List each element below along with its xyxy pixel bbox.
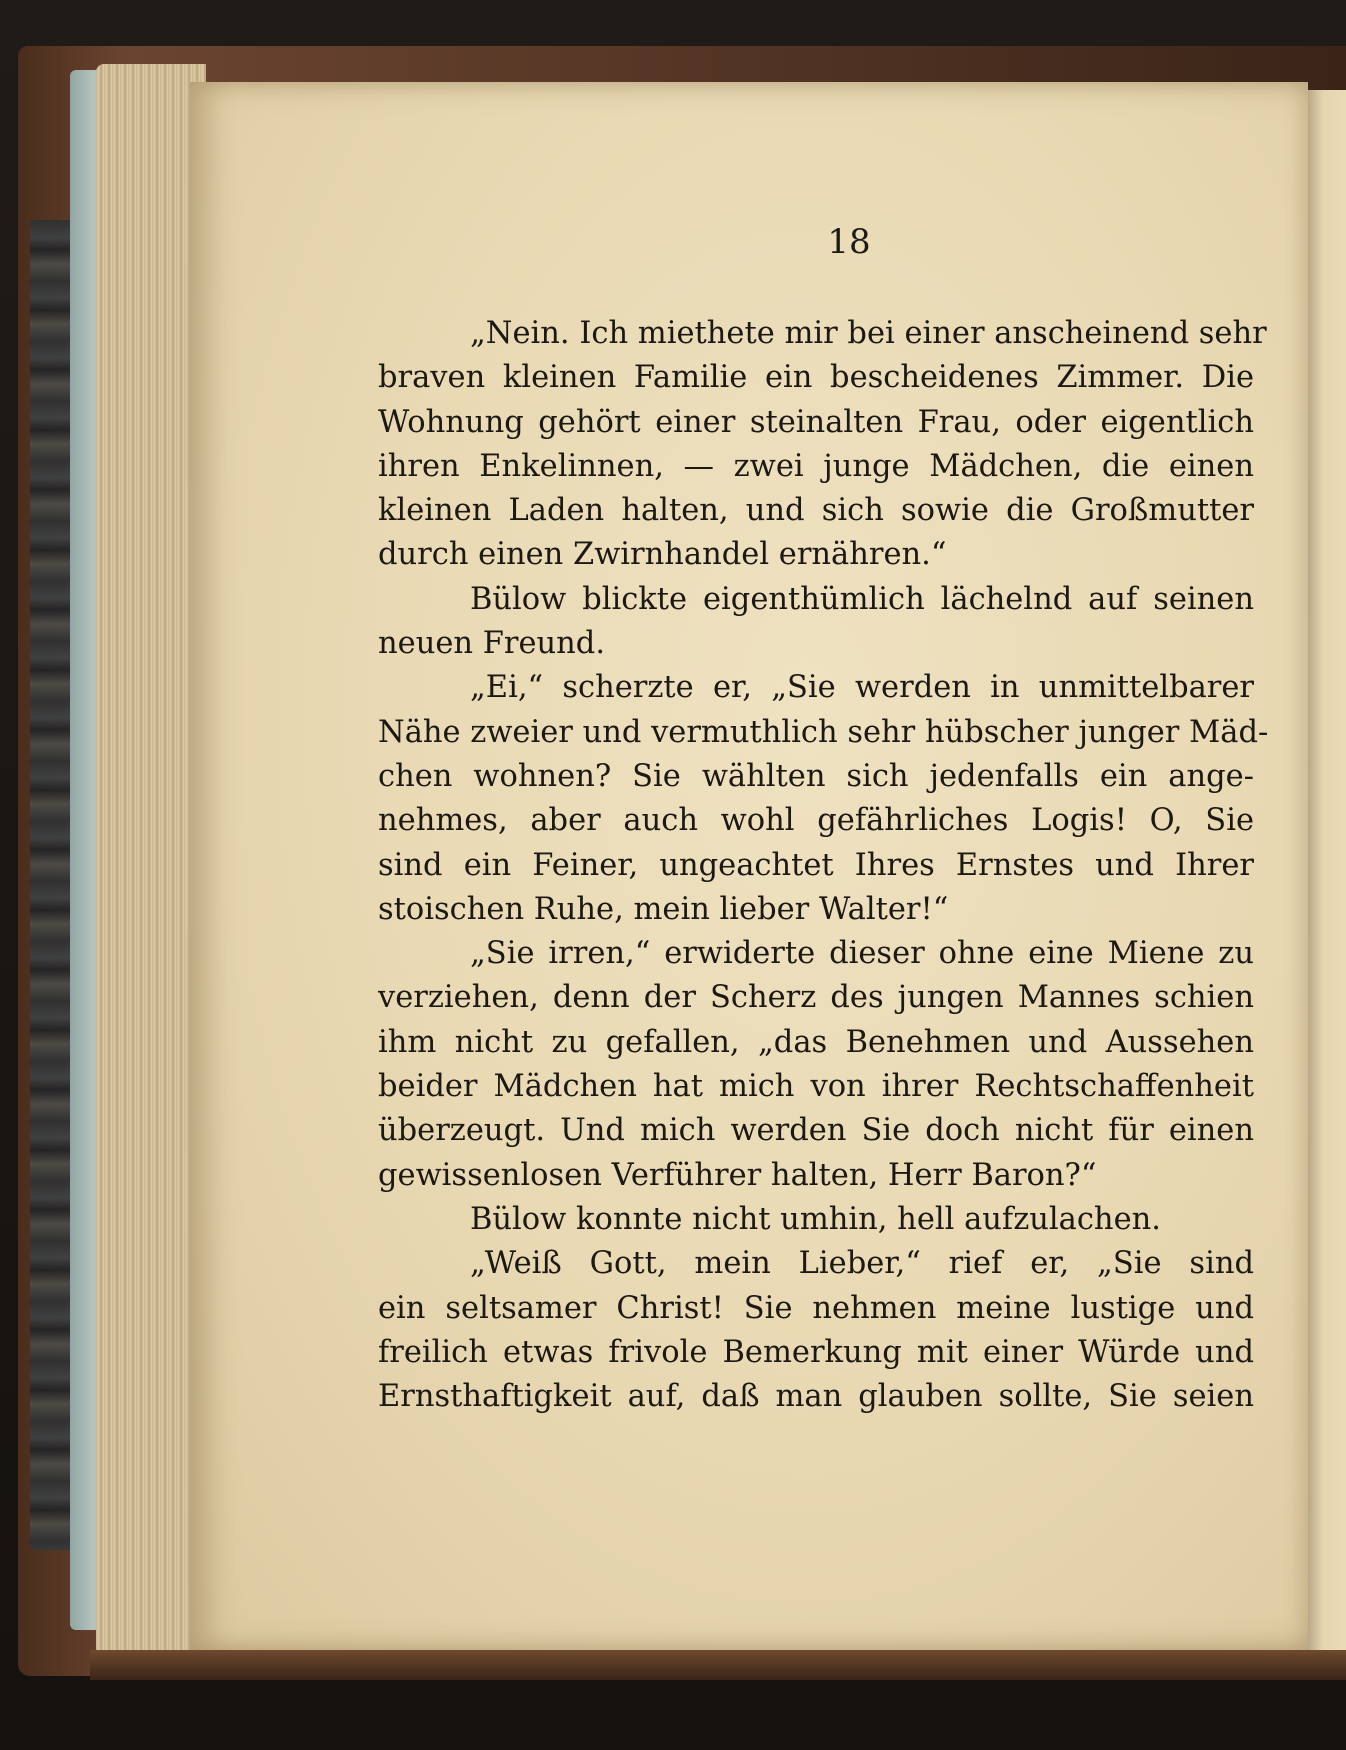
text-line: überzeugt. Und mich werden Sie doch nicht für einen: [378, 1113, 1254, 1149]
text-line: Wohnung gehört einer steinalten Frau, oder eigentlich: [378, 404, 1254, 440]
text-line: „Sie irren,“ erwiderte dieser ohne eine Miene zu: [470, 936, 1254, 972]
page-number: 18: [827, 222, 871, 262]
text-line: Nähe zweier und vermuthlich sehr hübscher junger Mäd-: [378, 714, 1269, 750]
text-line: „Ei,“ scherzte er, „Sie werden in unmittelbarer: [470, 670, 1254, 706]
text-line: braven kleinen Familie ein bescheidenes Zimmer. Die: [378, 360, 1254, 396]
page-text: [378, 312, 1269, 1419]
text-line: ein seltsamer Christ! Sie nehmen meine lustige und: [378, 1290, 1254, 1326]
text-line: „Weiß Gott, mein Lieber,“ rief er, „Sie sind: [470, 1246, 1254, 1282]
text-line: Bülow konnte nicht umhin, hell aufzulachen.: [470, 1201, 1161, 1237]
text-line: durch einen Zwirnhandel ernähren.“: [378, 537, 947, 573]
text-line: sind ein Feiner, ungeachtet Ihres Ernstes und Ihrer: [378, 847, 1254, 883]
text-line: „Nein. Ich miethete mir bei einer anscheinend sehr: [470, 316, 1267, 351]
text-line: chen wohnen? Sie wählten sich jedenfalls ein ange-: [378, 758, 1254, 794]
text-line: gewissenlosen Verführer halten, Herr Baron?“: [378, 1157, 1097, 1193]
facing-page-edge: [1308, 90, 1346, 1650]
text-line: ihren Enkelinnen, — zwei junge Mädchen, die einen: [378, 448, 1254, 484]
text-line: beider Mädchen hat mich von ihrer Rechtschaffenheit: [378, 1069, 1254, 1105]
text-line: freilich etwas frivole Bemerkung mit einer Würde und: [378, 1334, 1254, 1370]
text-line: verziehen, denn der Scherz des jungen Mannes schien: [378, 980, 1254, 1016]
cover-bottom: [90, 1650, 1346, 1680]
text-line: Ernsthaftigkeit auf, daß man glauben sollte, Sie seien: [378, 1379, 1254, 1415]
text-line: ihm nicht zu gefallen, „das Benehmen und Aussehen: [378, 1024, 1254, 1060]
text-line: neuen Freund.: [378, 626, 606, 662]
text-line: Bülow blickte eigenthümlich lächelnd auf seinen: [470, 581, 1254, 617]
text-line: stoischen Ruhe, mein lieber Walter!“: [378, 891, 949, 927]
text-line: nehmes, aber auch wohl gefährliches Logis! O, Sie: [378, 803, 1254, 839]
book-page: [190, 82, 1308, 1650]
text-line: kleinen Laden halten, und sich sowie die Großmutter: [378, 493, 1254, 529]
